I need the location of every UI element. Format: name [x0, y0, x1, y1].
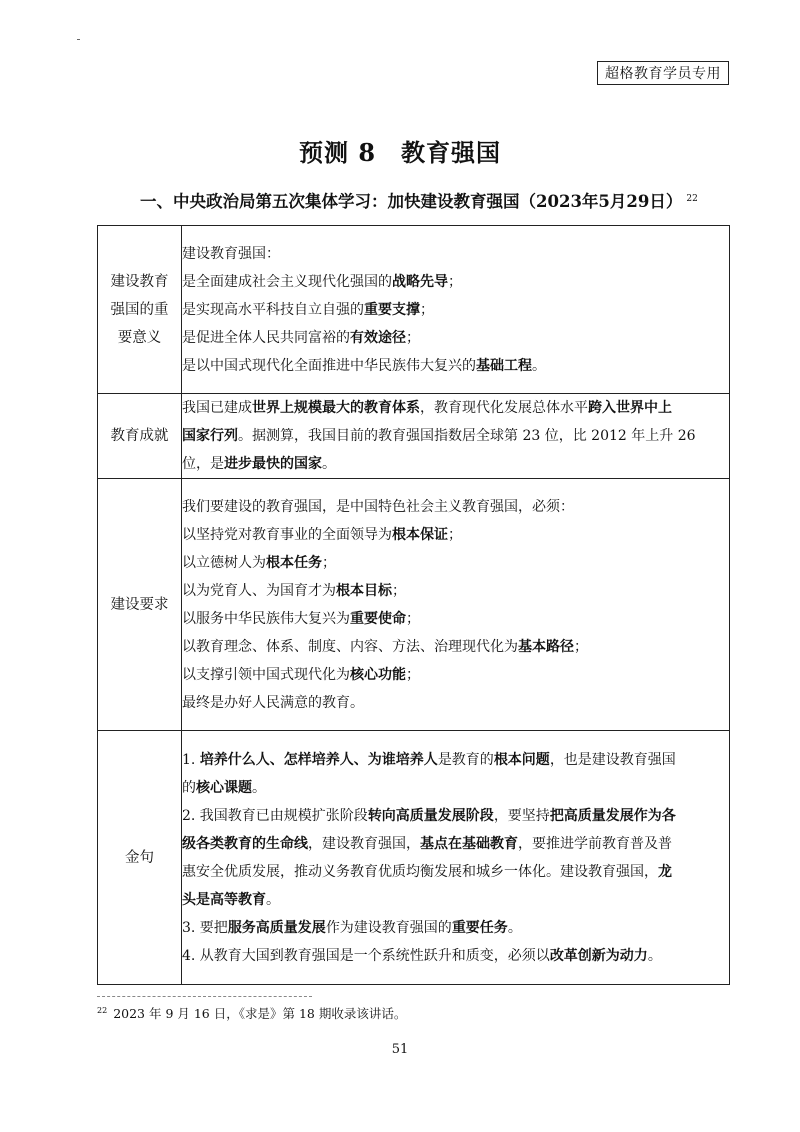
emphasis-text: 培养什么人、怎样培养人、为谁培养人	[199, 751, 438, 768]
body-text: 位，是	[182, 456, 224, 472]
emphasis-text: 世界上规模最大的教育体系	[252, 400, 420, 416]
content-line	[182, 633, 729, 661]
content-line	[182, 858, 729, 886]
content-line	[182, 450, 729, 478]
emphasis-text: 核心课题	[196, 779, 252, 796]
page-title: 预测 8 教育强国	[298, 138, 502, 167]
body-text: ，要推进学前教育普及普	[518, 835, 672, 852]
footnote	[97, 1004, 406, 1022]
body-text: 。	[322, 456, 336, 472]
body-text: 建设教育强国：	[182, 245, 280, 262]
body-text: 以教育理念、体系、制度、内容、方法、治理现代化为	[182, 638, 518, 655]
course-stamp: 超格教育学员专用	[597, 61, 729, 85]
emphasis-text: 基点在基础教育	[420, 835, 518, 852]
body-text: ；	[406, 666, 420, 683]
emphasis-text: 根本任务	[266, 554, 322, 571]
body-text: 以坚持党对教育事业的全面领导为	[182, 526, 392, 543]
emphasis-text: 改革创新为动力	[549, 947, 648, 964]
body-text: 以支撑引领中国式现代化为	[182, 666, 350, 683]
body-text: ，要坚持	[493, 807, 550, 824]
emphasis-text: 核心功能	[350, 666, 406, 683]
section-heading-text: 一、中央政治局第五次集体学习：加快建设教育强国（2023年5月29日）	[140, 192, 683, 211]
section-heading	[140, 188, 698, 212]
emphasis-text: 基本路径	[518, 638, 574, 655]
row-label	[98, 394, 182, 479]
footnote-reference: 22	[686, 193, 698, 204]
row-label-line: 教育成就	[110, 428, 169, 444]
body-text: 。	[507, 919, 522, 936]
body-text: ，也是建设教育强国	[549, 751, 676, 768]
body-text: 4. 从教育大国到教育强国是一个系统性跃升和质变，必须以	[182, 947, 550, 964]
body-text: 。	[252, 779, 266, 796]
emphasis-text: 重要使命	[350, 610, 406, 627]
row-content	[182, 731, 730, 985]
content-line	[182, 774, 729, 802]
body-text: ；	[392, 582, 406, 599]
body-text: 是以中国式现代化全面推进中华民族伟大复兴的	[182, 357, 476, 374]
body-text: 是促进全体人民共同富裕的	[182, 329, 350, 346]
content-line	[182, 549, 729, 577]
content-line	[182, 689, 729, 717]
emphasis-text: 国家行列	[182, 428, 238, 444]
body-text: 。据测算，我国目前的教育强国指数居全球第 23 位，比 2012 年上升 26	[238, 428, 696, 444]
body-text: ，建设教育强国，	[308, 835, 420, 852]
body-text: 我们要建设的教育强国，是中国特色社会主义教育强国，必须：	[182, 498, 574, 515]
table-row	[98, 479, 730, 731]
emphasis-text: 战略先导	[392, 273, 448, 290]
body-text: 。	[532, 357, 546, 374]
body-text: 2. 我国教育已由规模扩张阶段	[182, 807, 368, 824]
content-line	[182, 661, 729, 689]
emphasis-text: 有效途径	[350, 329, 406, 346]
content-line	[182, 914, 729, 942]
table-row	[98, 394, 730, 479]
row-label-line: 建设教育	[110, 273, 169, 290]
emphasis-text: 根本保证	[392, 526, 448, 543]
row-label-line: 要意义	[117, 329, 162, 346]
body-text: 。	[647, 947, 662, 964]
row-label	[98, 226, 182, 394]
content-line	[182, 296, 729, 324]
emphasis-text: 重要任务	[451, 919, 508, 936]
row-label-line: 强国的重	[110, 301, 169, 318]
row-content	[182, 479, 730, 731]
body-text: 的	[182, 779, 196, 796]
body-text: 是教育的	[437, 751, 494, 768]
row-label-line: 建设要求	[110, 596, 169, 613]
body-text: 惠安全优质发展，推动义务教育优质均衡发展和城乡一体化。建设教育强国，	[182, 863, 658, 880]
content-line	[182, 746, 729, 774]
emphasis-text: 把高质量发展作为各	[549, 807, 676, 824]
footnote-text: 2023 年 9 月 16 日，《求是》第 18 期收录该讲话。	[113, 1006, 407, 1021]
summary-table	[97, 225, 730, 985]
content-line	[182, 830, 729, 858]
row-content	[182, 394, 730, 479]
content-line	[182, 394, 729, 422]
emphasis-text: 转向高质量发展阶段	[367, 807, 494, 824]
emphasis-text: 头是高等教育	[182, 891, 266, 908]
body-text: 1.	[182, 751, 200, 768]
body-text: 最终是办好人民满意的教育。	[182, 694, 364, 711]
body-text: 以为党育人、为国育才为	[182, 582, 336, 599]
row-content	[182, 226, 730, 394]
emphasis-text: 龙	[658, 863, 672, 880]
body-text: 是实现高水平科技自立自强的	[182, 301, 364, 318]
table-row	[98, 731, 730, 985]
content-line	[182, 324, 729, 352]
content-line	[182, 422, 729, 450]
body-text: 作为建设教育强国的	[325, 919, 452, 936]
body-text: ；	[322, 554, 336, 571]
footnote-marker: 22	[97, 1005, 108, 1015]
table-row	[98, 226, 730, 394]
row-label	[98, 479, 182, 731]
content-line	[182, 577, 729, 605]
body-text: ；	[406, 610, 420, 627]
body-text: ，教育现代化发展总体水平	[420, 400, 588, 416]
body-text: 我国已建成	[182, 400, 252, 416]
body-text: 是全面建成社会主义现代化强国的	[182, 273, 392, 290]
content-line	[182, 886, 729, 914]
emphasis-text: 服务高质量发展	[227, 919, 326, 936]
body-text: 3. 要把	[182, 919, 228, 936]
body-text: 。	[266, 891, 280, 908]
content-line	[182, 521, 729, 549]
content-line	[182, 240, 729, 268]
body-text: ；	[406, 329, 420, 346]
emphasis-text: 重要支撑	[364, 301, 420, 318]
content-line	[182, 605, 729, 633]
emphasis-text: 级各类教育的生命线	[182, 835, 308, 852]
body-text: ；	[448, 526, 462, 543]
emphasis-text: 根本目标	[336, 582, 392, 599]
body-text: 以立德树人为	[182, 554, 266, 571]
content-line	[182, 493, 729, 521]
body-text: ；	[574, 638, 588, 655]
content-line	[182, 268, 729, 296]
body-text: ；	[420, 301, 434, 318]
row-label-line: 金句	[125, 849, 154, 866]
body-text: 以服务中华民族伟大复兴为	[182, 610, 350, 627]
emphasis-text: 进步最快的国家	[224, 456, 322, 472]
row-label	[98, 731, 182, 985]
page-number: 51	[391, 1042, 409, 1057]
content-line	[182, 802, 729, 830]
content-line	[182, 942, 729, 970]
emphasis-text: 基础工程	[476, 357, 532, 374]
body-text: ；	[448, 273, 462, 290]
emphasis-text: 跨入世界中上	[588, 400, 672, 416]
emphasis-text: 根本问题	[493, 751, 550, 768]
content-line	[182, 352, 729, 380]
scan-mark	[77, 39, 80, 40]
footnote-divider	[97, 996, 312, 997]
